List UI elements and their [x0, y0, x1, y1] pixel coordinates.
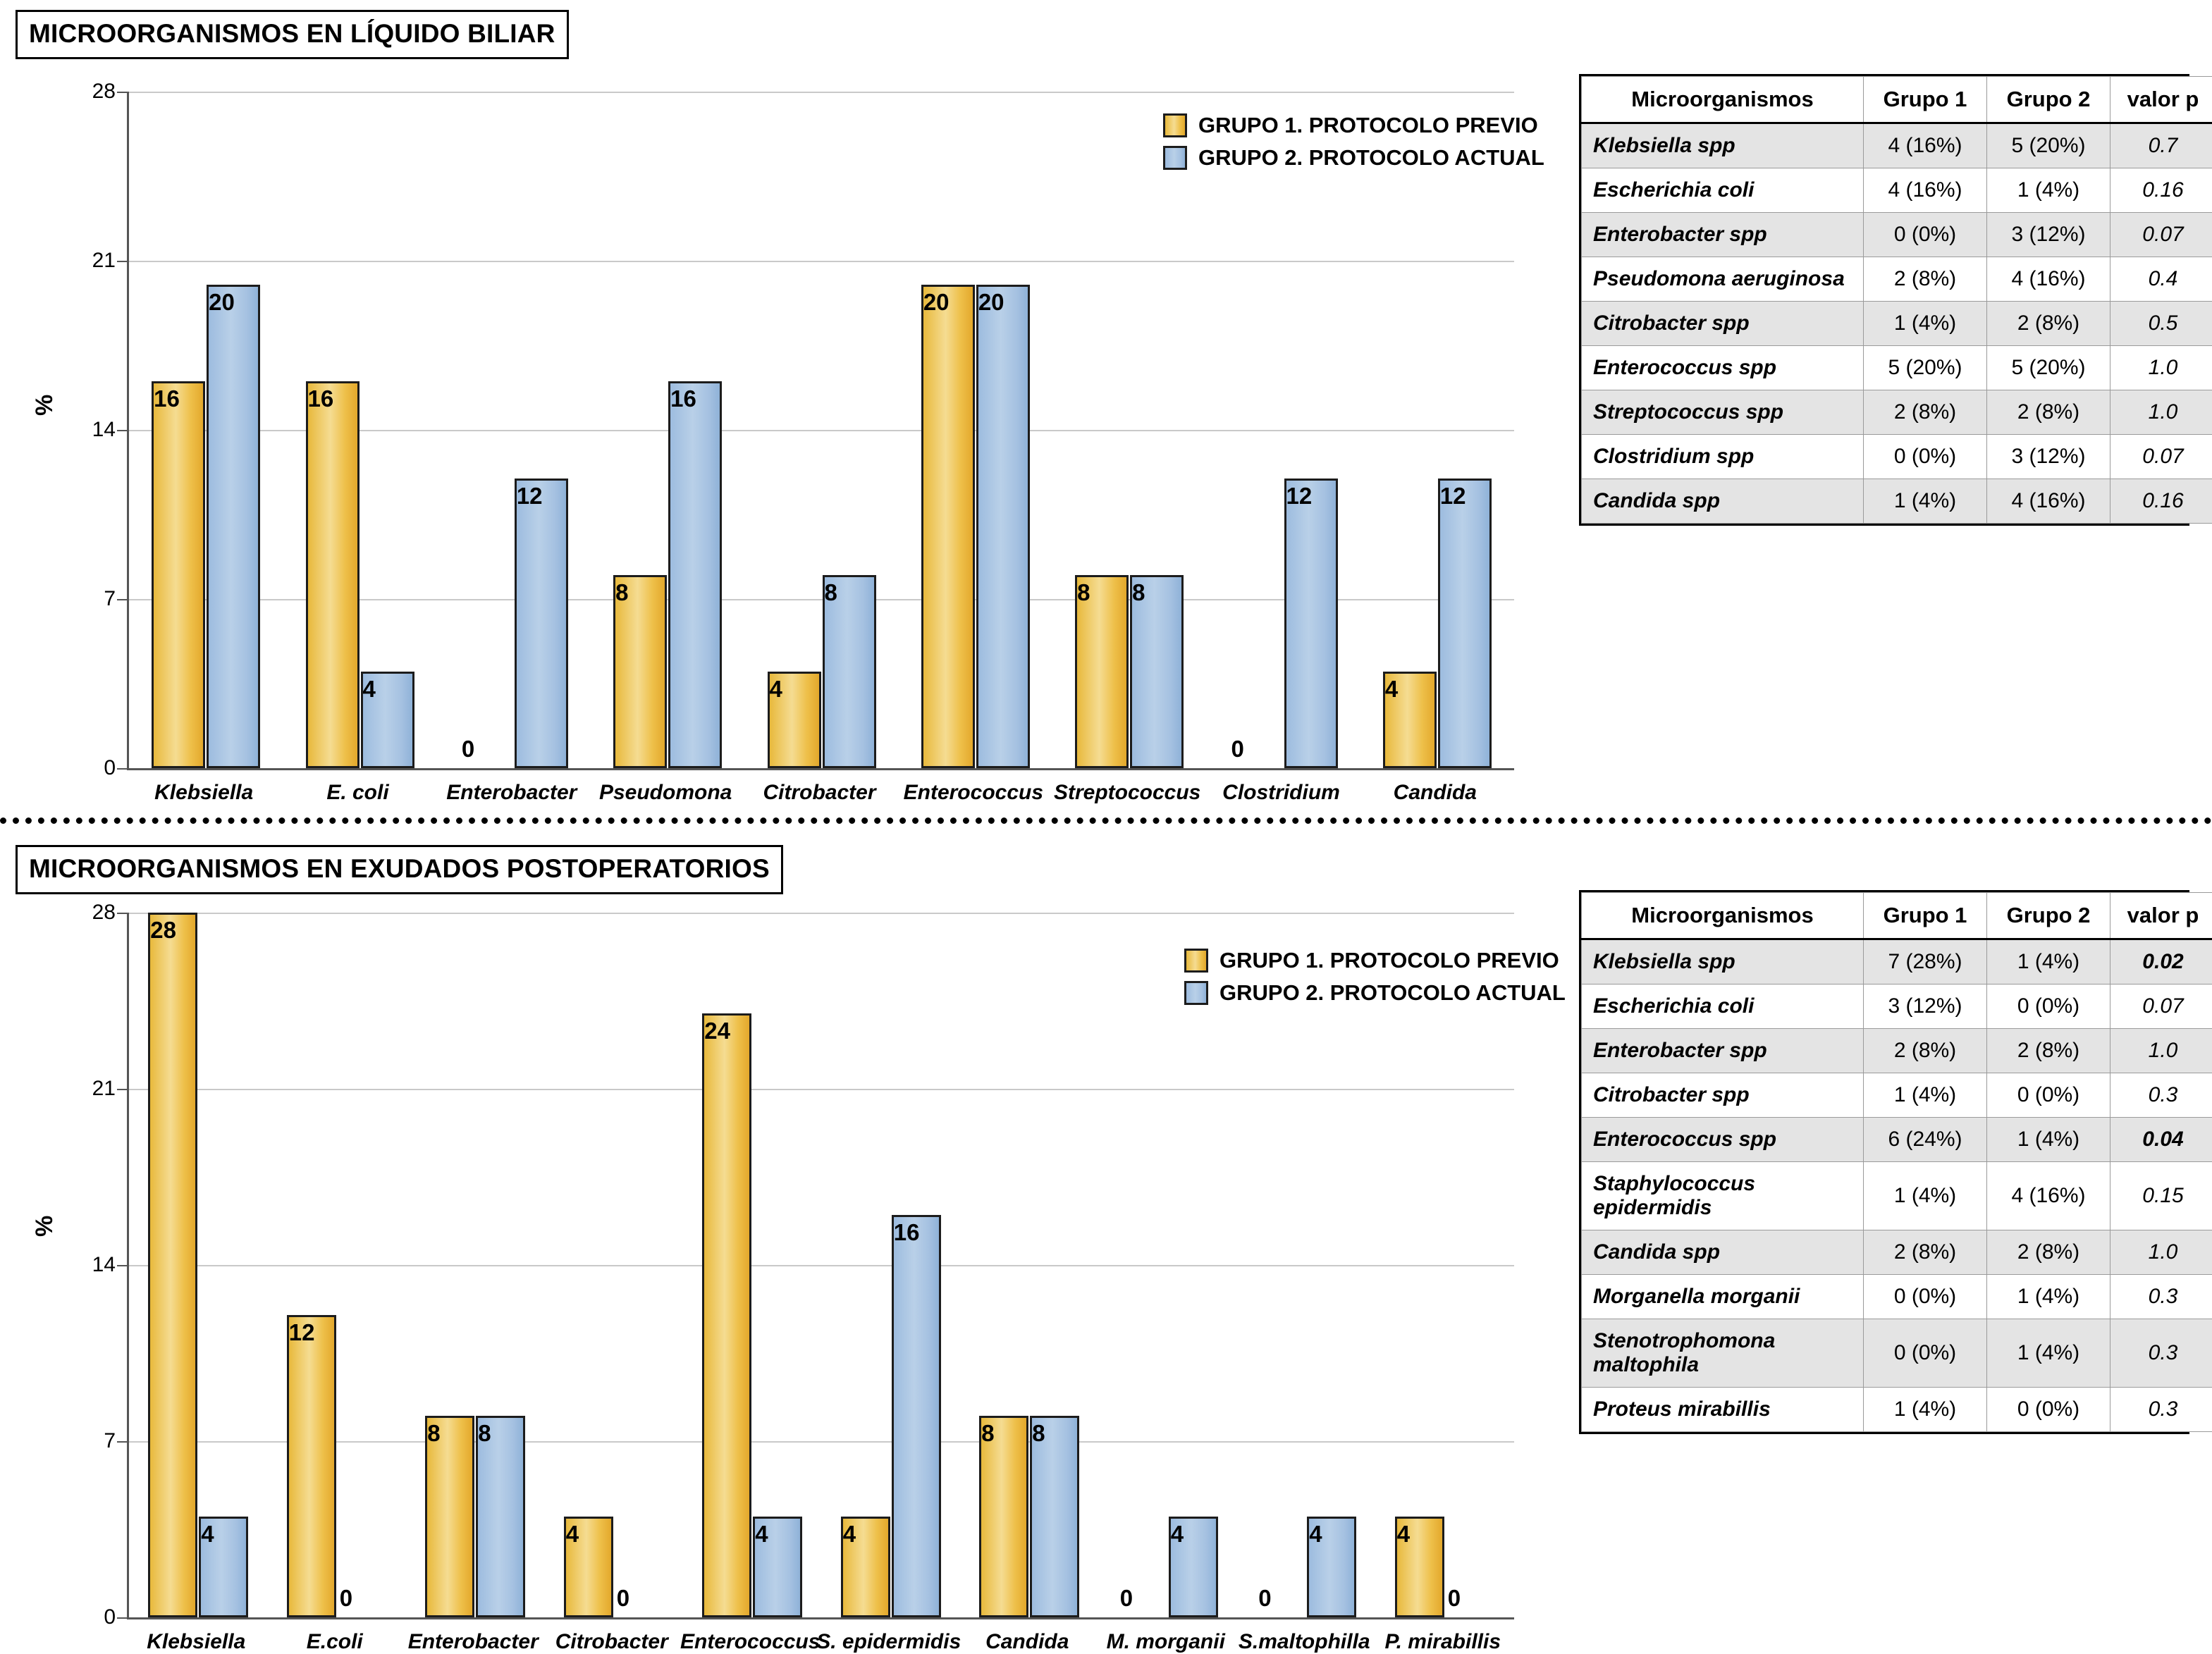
cell-microorganism: Klebsiella spp [1582, 123, 1864, 168]
plot-area [127, 92, 1514, 770]
col-header-pvalue: valor p [2110, 77, 2212, 123]
panel-divider [0, 817, 2212, 831]
cell-group1: 1 (4%) [1864, 1388, 1987, 1432]
x-category-label: Candida [985, 1630, 1069, 1654]
x-category-label: S.maltophilla [1239, 1630, 1370, 1654]
bar-value-group2: 4 [1171, 1521, 1184, 1548]
table-row [1582, 123, 2212, 168]
bar-group1 [148, 913, 197, 1617]
cell-pvalue: 0.02 [2110, 939, 2212, 985]
cell-microorganism: Candida spp [1582, 1230, 1864, 1275]
cell-pvalue: 1.0 [2110, 390, 2212, 435]
bar-value-group2: 0 [340, 1585, 352, 1612]
bar-value-group1: 20 [923, 289, 950, 316]
table-row [1582, 1230, 2212, 1275]
legend-item-group2 [1184, 980, 1566, 1006]
bar-value-group2: 4 [201, 1521, 214, 1548]
bar-value-group2: 20 [209, 289, 235, 316]
chart-panel-exudates [0, 835, 2212, 1632]
gridline [129, 1441, 1514, 1443]
y-tick-mark [117, 1617, 127, 1619]
col-header-pvalue: valor p [2110, 893, 2212, 939]
cell-group2: 4 (16%) [1987, 479, 2110, 524]
cell-microorganism: Klebsiella spp [1582, 939, 1864, 985]
bar-value-group1: 24 [704, 1018, 730, 1044]
cell-microorganism: Citrobacter spp [1582, 302, 1864, 346]
y-axis-title-biliary: % [31, 395, 59, 416]
bar-value-group1: 8 [427, 1420, 440, 1447]
y-tick-mark [117, 430, 127, 431]
x-category-label: Citrobacter [763, 781, 875, 805]
x-category-label: Streptococcus [1054, 781, 1200, 805]
cell-group1: 5 (20%) [1864, 346, 1987, 390]
cell-microorganism: Escherichia coli [1582, 985, 1864, 1029]
cell-pvalue: 0.15 [2110, 1162, 2212, 1230]
bar-value-group1: 8 [1077, 579, 1090, 606]
cell-microorganism: Candida spp [1582, 479, 1864, 524]
y-tick-label: 21 [72, 1077, 116, 1101]
cell-pvalue: 1.0 [2110, 346, 2212, 390]
cell-group1: 1 (4%) [1864, 1162, 1987, 1230]
cell-microorganism: Stenotrophomona maltophila [1582, 1319, 1864, 1388]
table-row [1582, 1275, 2212, 1319]
cell-pvalue: 0.4 [2110, 257, 2212, 302]
bar-value-group1: 4 [1385, 676, 1398, 703]
bar-value-group1: 4 [770, 676, 782, 703]
x-category-label: S. epidermidis [816, 1630, 961, 1654]
cell-pvalue: 0.04 [2110, 1118, 2212, 1162]
x-category-label: Candida [1394, 781, 1477, 805]
cell-microorganism: Enterococcus spp [1582, 346, 1864, 390]
bar-group2 [1284, 479, 1338, 768]
cell-microorganism: Pseudomona aeruginosa [1582, 257, 1864, 302]
bar-group2 [207, 285, 260, 768]
cell-group1: 0 (0%) [1864, 213, 1987, 257]
y-tick-label: 14 [72, 1253, 116, 1277]
bar-group1 [287, 1315, 336, 1617]
x-category-label: Enterobacter [446, 781, 577, 805]
y-tick-label: 28 [72, 901, 116, 925]
bar-group1 [702, 1013, 751, 1617]
bar-value-group1: 16 [308, 385, 334, 412]
y-tick-mark [117, 913, 127, 914]
legend-swatch-group2-icon [1163, 146, 1187, 170]
table-row [1582, 1029, 2212, 1073]
cell-group2: 5 (20%) [1987, 123, 2110, 168]
col-header-microorganisms: Microorganismos [1582, 77, 1864, 123]
cell-group1: 1 (4%) [1864, 1073, 1987, 1118]
plot-area [127, 913, 1514, 1619]
bar-group1 [306, 381, 360, 768]
table-row [1582, 1073, 2212, 1118]
cell-pvalue: 0.07 [2110, 435, 2212, 479]
legend-item-group1 [1184, 948, 1566, 973]
bar-value-group2: 8 [825, 579, 837, 606]
cell-group2: 4 (16%) [1987, 1162, 2110, 1230]
cell-group1: 3 (12%) [1864, 985, 1987, 1029]
table-header-row [1582, 77, 2212, 123]
cell-pvalue: 0.3 [2110, 1319, 2212, 1388]
gridline [129, 913, 1514, 914]
panel-title-exudates: MICROORGANISMOS EN EXUDADOS POSTOPERATORIOS [16, 845, 783, 894]
cell-microorganism: Enterobacter spp [1582, 213, 1864, 257]
bar-value-group2: 4 [1309, 1521, 1322, 1548]
cell-microorganism: Streptococcus spp [1582, 390, 1864, 435]
gridline [129, 1089, 1514, 1090]
col-header-group1: Grupo 1 [1864, 77, 1987, 123]
panel-title-biliary: MICROORGANISMOS EN LÍQUIDO BILIAR [16, 10, 569, 59]
cell-microorganism: Enterobacter spp [1582, 1029, 1864, 1073]
bar-group2 [668, 381, 722, 768]
bar-value-group2: 12 [1440, 483, 1466, 510]
cell-group2: 1 (4%) [1987, 939, 2110, 985]
legend-swatch-group1-icon [1184, 949, 1208, 973]
x-category-label: Enterobacter [408, 1630, 539, 1654]
bar-value-group2: 8 [1032, 1420, 1045, 1447]
cell-group2: 1 (4%) [1987, 168, 2110, 213]
cell-group1: 0 (0%) [1864, 435, 1987, 479]
bar-group2 [1438, 479, 1492, 768]
legend-item-group1 [1163, 113, 1544, 138]
x-category-label: E.coli [307, 1630, 363, 1654]
legend-swatch-group2-icon [1184, 981, 1208, 1005]
cell-group1: 1 (4%) [1864, 302, 1987, 346]
cell-pvalue: 1.0 [2110, 1029, 2212, 1073]
cell-group1: 7 (28%) [1864, 939, 1987, 985]
bar-group1 [152, 381, 205, 768]
cell-group1: 6 (24%) [1864, 1118, 1987, 1162]
gridline [129, 261, 1514, 262]
cell-group1: 0 (0%) [1864, 1275, 1987, 1319]
gridline [129, 92, 1514, 93]
y-tick-mark [117, 261, 127, 262]
y-tick-mark [117, 1441, 127, 1443]
y-axis-title-exudates: % [31, 1216, 59, 1237]
cell-group1: 2 (8%) [1864, 1029, 1987, 1073]
bar-value-group2: 20 [978, 289, 1004, 316]
cell-pvalue: 1.0 [2110, 1230, 2212, 1275]
col-header-group2: Grupo 2 [1987, 77, 2110, 123]
legend-swatch-group1-icon [1163, 113, 1187, 137]
cell-microorganism: Enterococcus spp [1582, 1118, 1864, 1162]
x-category-label: E. coli [326, 781, 388, 805]
cell-group2: 3 (12%) [1987, 435, 2110, 479]
table-row [1582, 213, 2212, 257]
cell-microorganism: Clostridium spp [1582, 435, 1864, 479]
cell-pvalue: 0.16 [2110, 479, 2212, 524]
bar-value-group2: 12 [517, 483, 543, 510]
bar-value-group1: 0 [1231, 736, 1244, 763]
cell-group1: 2 (8%) [1864, 1230, 1987, 1275]
x-category-label: Clostridium [1222, 781, 1340, 805]
bar-value-group1: 0 [462, 736, 474, 763]
cell-pvalue: 0.3 [2110, 1388, 2212, 1432]
cell-group1: 1 (4%) [1864, 479, 1987, 524]
cell-group2: 0 (0%) [1987, 1388, 2110, 1432]
bar-value-group1: 4 [1397, 1521, 1410, 1548]
cell-group2: 2 (8%) [1987, 302, 2110, 346]
x-category-label: Klebsiella [147, 1630, 245, 1654]
col-header-group2: Grupo 2 [1987, 893, 2110, 939]
legend-label-group2: GRUPO 2. PROTOCOLO ACTUAL [1198, 145, 1544, 171]
cell-microorganism: Proteus mirabillis [1582, 1388, 1864, 1432]
cell-group2: 4 (16%) [1987, 257, 2110, 302]
y-tick-label: 7 [72, 1429, 116, 1453]
cell-pvalue: 0.7 [2110, 123, 2212, 168]
data-table-biliary [1579, 74, 2189, 526]
y-tick-label: 14 [72, 418, 116, 442]
cell-microorganism: Staphylococcus epidermidis [1582, 1162, 1864, 1230]
bar-group2 [515, 479, 568, 768]
bar-value-group2: 16 [894, 1219, 920, 1246]
x-category-label: Enterococcus [904, 781, 1043, 805]
y-tick-label: 21 [72, 249, 116, 273]
bar-value-group1: 4 [566, 1521, 579, 1548]
y-tick-label: 28 [72, 80, 116, 104]
table-row [1582, 257, 2212, 302]
bar-value-group1: 0 [1258, 1585, 1271, 1612]
bar-group2 [892, 1215, 941, 1617]
y-tick-mark [117, 599, 127, 600]
x-category-label: Pseudomona [599, 781, 732, 805]
table-row [1582, 390, 2212, 435]
x-category-label: Klebsiella [154, 781, 253, 805]
y-tick-mark [117, 1089, 127, 1090]
bar-value-group1: 0 [1120, 1585, 1133, 1612]
table-row [1582, 1118, 2212, 1162]
cell-pvalue: 0.07 [2110, 213, 2212, 257]
bar-value-group2: 12 [1286, 483, 1313, 510]
bar-value-group2: 0 [617, 1585, 629, 1612]
gridline [129, 1265, 1514, 1266]
table-row [1582, 302, 2212, 346]
bar-value-group1: 28 [150, 917, 176, 944]
y-tick-mark [117, 1265, 127, 1266]
cell-pvalue: 0.3 [2110, 1275, 2212, 1319]
bar-value-group1: 12 [289, 1319, 315, 1346]
cell-pvalue: 0.16 [2110, 168, 2212, 213]
cell-group2: 0 (0%) [1987, 1073, 2110, 1118]
bar-value-group2: 8 [1132, 579, 1145, 606]
chart-panel-biliary [0, 0, 2212, 817]
legend-item-group2 [1163, 145, 1544, 171]
bar-group1 [921, 285, 975, 768]
col-header-microorganisms: Microorganismos [1582, 893, 1864, 939]
x-category-label: Citrobacter [555, 1630, 668, 1654]
cell-group2: 2 (8%) [1987, 1230, 2110, 1275]
x-category-label: Enterococcus [680, 1630, 820, 1654]
cell-group1: 4 (16%) [1864, 168, 1987, 213]
col-header-group1: Grupo 1 [1864, 893, 1987, 939]
table-row [1582, 435, 2212, 479]
bar-value-group2: 8 [478, 1420, 491, 1447]
cell-group2: 2 (8%) [1987, 1029, 2110, 1073]
cell-group2: 1 (4%) [1987, 1118, 2110, 1162]
legend-label-group2: GRUPO 2. PROTOCOLO ACTUAL [1219, 980, 1566, 1006]
cell-group2: 0 (0%) [1987, 985, 2110, 1029]
cell-microorganism: Citrobacter spp [1582, 1073, 1864, 1118]
cell-group2: 2 (8%) [1987, 390, 2110, 435]
y-tick-mark [117, 92, 127, 93]
table-row [1582, 168, 2212, 213]
cell-group2: 1 (4%) [1987, 1319, 2110, 1388]
data-table-exudates [1579, 890, 2189, 1434]
legend-exudates [1184, 948, 1566, 1013]
cell-microorganism: Escherichia coli [1582, 168, 1864, 213]
cell-group2: 5 (20%) [1987, 346, 2110, 390]
table-header-row [1582, 893, 2212, 939]
x-category-label: P. mirabillis [1384, 1630, 1501, 1654]
table-row [1582, 985, 2212, 1029]
y-tick-label: 0 [72, 756, 116, 780]
cell-group1: 2 (8%) [1864, 390, 1987, 435]
bar-value-group2: 0 [1448, 1585, 1461, 1612]
y-tick-mark [117, 768, 127, 770]
bar-value-group2: 4 [755, 1521, 768, 1548]
bar-value-group2: 16 [670, 385, 696, 412]
y-tick-label: 0 [72, 1605, 116, 1629]
bar-value-group1: 8 [981, 1420, 994, 1447]
y-tick-label: 7 [72, 587, 116, 611]
bar-value-group2: 4 [363, 676, 376, 703]
table-row [1582, 346, 2212, 390]
cell-group1: 2 (8%) [1864, 257, 1987, 302]
cell-pvalue: 0.3 [2110, 1073, 2212, 1118]
bar-value-group1: 4 [843, 1521, 856, 1548]
legend-biliary [1163, 113, 1544, 178]
cell-group1: 4 (16%) [1864, 123, 1987, 168]
cell-group2: 3 (12%) [1987, 213, 2110, 257]
cell-pvalue: 0.07 [2110, 985, 2212, 1029]
bar-value-group1: 8 [615, 579, 628, 606]
cell-group2: 1 (4%) [1987, 1275, 2110, 1319]
legend-label-group1: GRUPO 1. PROTOCOLO PREVIO [1198, 113, 1538, 138]
cell-group1: 0 (0%) [1864, 1319, 1987, 1388]
bar-value-group1: 16 [154, 385, 180, 412]
table-row [1582, 1319, 2212, 1388]
x-category-label: M. morganii [1107, 1630, 1225, 1654]
table-row [1582, 479, 2212, 524]
cell-pvalue: 0.5 [2110, 302, 2212, 346]
legend-label-group1: GRUPO 1. PROTOCOLO PREVIO [1219, 948, 1559, 973]
table-row [1582, 939, 2212, 985]
table-row [1582, 1388, 2212, 1432]
bar-group2 [976, 285, 1030, 768]
cell-microorganism: Morganella morganii [1582, 1275, 1864, 1319]
table-row [1582, 1162, 2212, 1230]
